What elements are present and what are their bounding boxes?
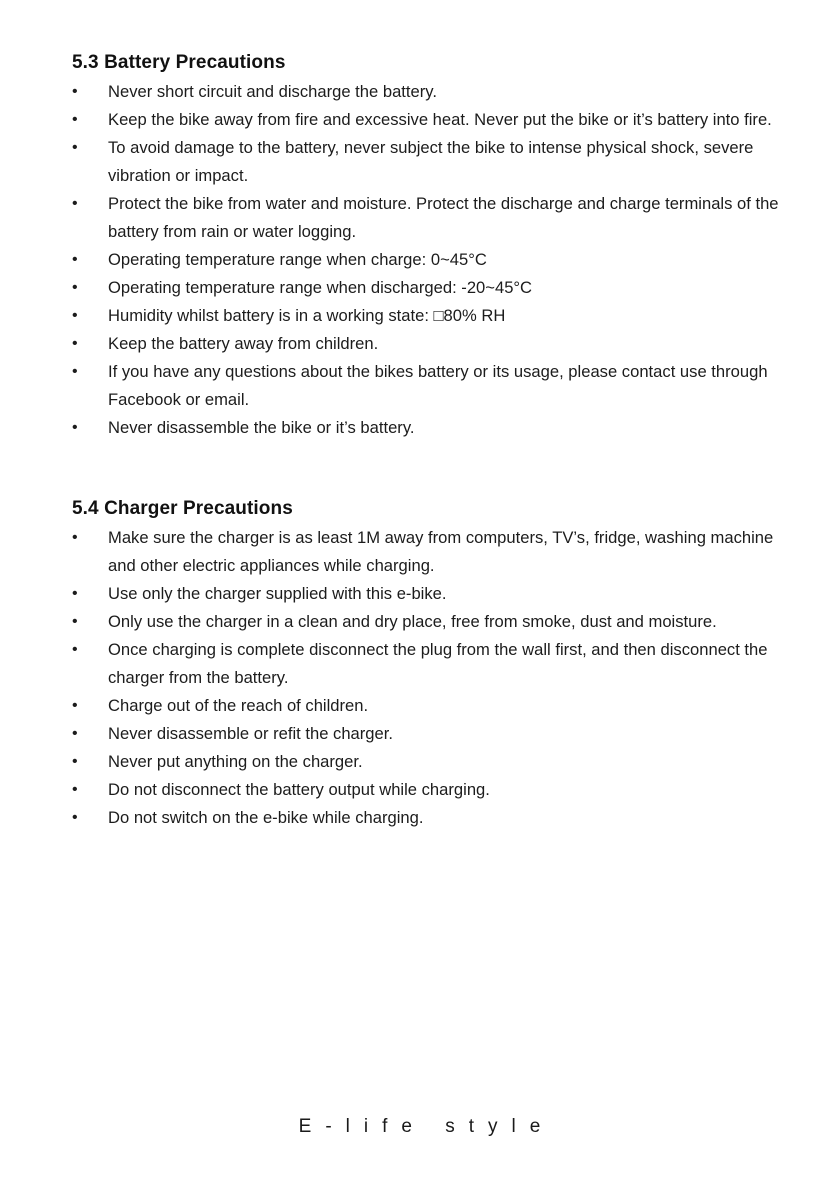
list-item-text: Make sure the charger is as least 1M away from computers, TV’s, fridge, washing machine and other electric appliances while charging. [108, 528, 774, 575]
list-item-text: Never disassemble or refit the charger. [108, 724, 393, 743]
list-item-text: Keep the bike away from fire and excessive heat. Never put the bike or it’s battery into fire. [108, 110, 772, 129]
list-item-text: Never put anything on the charger. [108, 752, 363, 771]
bullet-icon: • [72, 279, 78, 296]
list-item-text: Keep the battery away from children. [108, 334, 379, 353]
list-item-text: Protect the bike from water and moisture. Protect the discharge and charge terminals of the battery from rain or water logging. [108, 194, 779, 241]
bullet-icon: • [72, 251, 78, 268]
list-item-text: Operating temperature range when charge: 0~45°C [108, 250, 487, 269]
list-item [72, 608, 782, 636]
list-item [72, 330, 782, 358]
charger-precautions-heading: 5.4 Charger Precautions [72, 498, 293, 519]
list-item [72, 302, 782, 330]
footer-brand: E-life style [298, 1116, 555, 1137]
bullet-icon: • [72, 585, 78, 602]
list-item [72, 804, 782, 832]
bullet-icon: • [72, 641, 78, 658]
list-item [72, 106, 782, 134]
list-item [72, 414, 782, 442]
bullet-icon: • [72, 363, 78, 380]
list-item-text: To avoid damage to the battery, never subject the bike to intense physical shock, severe vibration or impact. [108, 138, 754, 185]
list-item-text: Never disassemble the bike or it’s battery. [108, 418, 415, 437]
bullet-icon: • [72, 697, 78, 714]
list-item-text: Do not switch on the e-bike while charging. [108, 808, 424, 827]
list-item [72, 720, 782, 748]
list-item [72, 776, 782, 804]
list-item [72, 636, 782, 692]
list-item-text: Only use the charger in a clean and dry place, free from smoke, dust and moisture. [108, 612, 717, 631]
battery-precautions-list [72, 78, 782, 442]
list-item-text: If you have any questions about the bikes battery or its usage, please contact use through Facebook or email. [108, 362, 768, 409]
bullet-icon: • [72, 139, 78, 156]
list-item [72, 246, 782, 274]
list-item-text: Operating temperature range when discharged: -20~45°C [108, 278, 533, 297]
list-item [72, 748, 782, 776]
list-item-text: Humidity whilst battery is in a working state: □80% RH [108, 306, 506, 325]
list-item [72, 78, 782, 106]
bullet-icon: • [72, 613, 78, 630]
list-item-text: Once charging is complete disconnect the plug from the wall first, and then disconnect the charger from the battery. [108, 640, 768, 687]
list-item [72, 190, 782, 246]
bullet-icon: • [72, 83, 78, 100]
list-item-text: Charge out of the reach of children. [108, 696, 369, 715]
bullet-icon: • [72, 725, 78, 742]
list-item-text: Use only the charger supplied with this e-bike. [108, 584, 447, 603]
bullet-icon: • [72, 781, 78, 798]
charger-precautions-list [72, 524, 782, 832]
bullet-icon: • [72, 753, 78, 770]
bullet-icon: • [72, 529, 78, 546]
bullet-icon: • [72, 307, 78, 324]
list-item [72, 134, 782, 190]
list-item [72, 274, 782, 302]
list-item [72, 524, 782, 580]
list-item [72, 358, 782, 414]
bullet-icon: • [72, 335, 78, 352]
list-item-text: Never short circuit and discharge the battery. [108, 82, 437, 101]
bullet-icon: • [72, 419, 78, 436]
bullet-icon: • [72, 111, 78, 128]
list-item [72, 580, 782, 608]
bullet-icon: • [72, 195, 78, 212]
battery-precautions-heading: 5.3 Battery Precautions [72, 52, 286, 73]
bullet-icon: • [72, 809, 78, 826]
list-item [72, 692, 782, 720]
list-item-text: Do not disconnect the battery output while charging. [108, 780, 490, 799]
